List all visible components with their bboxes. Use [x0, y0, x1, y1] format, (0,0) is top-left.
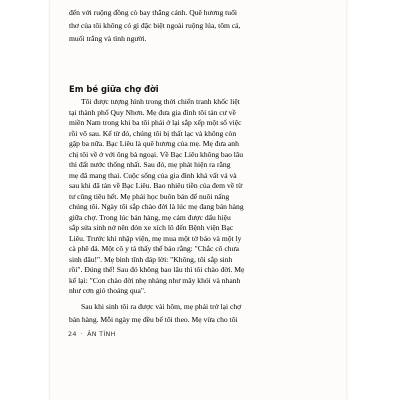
- book-title: ÂN TÌNH: [87, 330, 116, 338]
- text-line: chúng tôi. Ngày tôi sắp chào đời là lúc mẹ đang bán hàng: [69, 202, 244, 211]
- text-line: thơ của tôi không có gì đặc biệt ngoài ruộng lúa, tôm cá,: [69, 21, 241, 30]
- paragraph-2-block: [69, 300, 331, 326]
- footer-separator: ·: [80, 330, 84, 338]
- text-line: sắp sửa sinh nở nên đón xe xích lô đến Bệnh viện Bạc: [69, 223, 234, 232]
- text-line: sau khi đã tản về Bạc Liêu. Bao nhiêu tiền của đem về từ: [69, 181, 243, 190]
- section-heading: Em bé giữa chợ đời: [69, 84, 159, 94]
- text-line: giữa chợ. Trong lúc bán hàng, mẹ cảm được dấu hiệu: [69, 212, 231, 222]
- text-line: cà phê đá. Một cô y tá thấy thế bảo rằng: "Chắc cô chưa: [69, 244, 239, 253]
- text-line: thì đất nước thống nhất. Sau đó, mẹ phát hiện ra rằng: [69, 160, 231, 169]
- paragraph-1: [69, 97, 331, 297]
- text-line: tư cũng tiêu hết. Mẹ phải học buôn bán để nuôi nấng: [69, 191, 230, 201]
- text-line: Tôi được tượng hình trong thời chiến tranh khốc liệt: [81, 97, 240, 106]
- text-line: như cơn gió thoảng qua".: [69, 286, 146, 295]
- text-line: sinh đâu!". Mẹ bình tĩnh đáp lời: "Không, tôi sắp sinh: [69, 254, 233, 264]
- text-line: kể lại: "Con chào đời nhẹ nhàng như mây khói và nhanh: [69, 275, 241, 285]
- text-line: rồi". Đúng thế! Sau đó không bao lâu thì tôi chào đời. Mẹ: [69, 265, 245, 274]
- page-footer: [68, 330, 116, 338]
- text-line: tại thành phố Quy Nhơn. Mẹ đưa gia đình tôi tản cư về: [69, 107, 236, 117]
- text-line: muối trắng và tình người.: [69, 34, 147, 43]
- opening-paragraph: [69, 6, 331, 45]
- page-number: 24: [68, 330, 77, 338]
- text-line: chị tôi về ở với ông bà ngoại. Về Bạc Liêu không bao lâu: [69, 149, 244, 159]
- text-line: đến với ruộng đồng cò bay thẳng cánh. Quê hương tuổi: [69, 8, 237, 17]
- text-line: Sau khi sinh tôi ra được vài hôm, mẹ phải trở lại chợ: [81, 302, 242, 311]
- text-line: gặp ba nữa. Bạc Liêu là quê hương của mẹ. Mẹ đưa anh: [69, 139, 239, 148]
- text-line: bán hàng. Mỗi ngày mẹ đều bế tôi theo. Mẹ vừa cho tôi: [69, 315, 238, 324]
- text-line: mẹ đã mang thai. Cuộc sống của gia đình khá vất vả và: [69, 170, 237, 180]
- text-line: miền Nam trong khi ba tôi phải ở lại sắp xếp một số việc: [69, 118, 242, 127]
- text-line: Liêu. Trước khi nhập viện, mẹ mua một tờ báo và một ly: [69, 233, 242, 243]
- text-line: rồi vô sau. Kể từ đó, chúng tôi bị thất lạc và không còn: [69, 128, 237, 138]
